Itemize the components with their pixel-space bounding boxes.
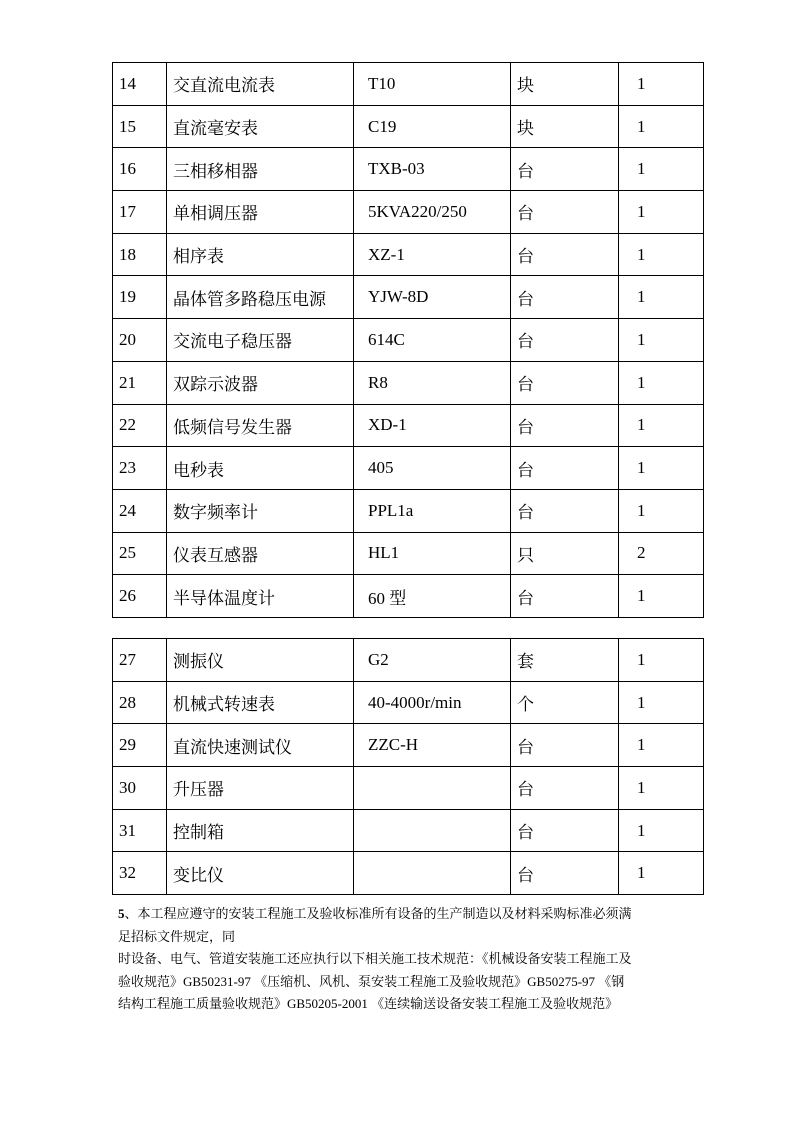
unit-cell: 个 bbox=[511, 681, 619, 724]
quantity-cell: 1 bbox=[619, 105, 704, 148]
unit-cell: 台 bbox=[511, 276, 619, 319]
quantity-cell: 1 bbox=[619, 404, 704, 447]
row-number-cell: 28 bbox=[113, 681, 167, 724]
model-cell: 614C bbox=[354, 319, 511, 362]
row-number-cell: 24 bbox=[113, 489, 167, 532]
quantity-cell: 2 bbox=[619, 532, 704, 575]
paragraph-line-1 bbox=[118, 903, 698, 926]
quantity-cell: 1 bbox=[619, 724, 704, 767]
quantity-cell: 1 bbox=[619, 767, 704, 810]
table-row bbox=[113, 681, 704, 724]
row-number-cell: 26 bbox=[113, 575, 167, 618]
model-cell bbox=[354, 852, 511, 895]
quantity-cell: 1 bbox=[619, 681, 704, 724]
equipment-name-cell: 数字频率计 bbox=[167, 489, 354, 532]
model-cell: 40-4000r/min bbox=[354, 681, 511, 724]
model-cell: 5KVA220/250 bbox=[354, 191, 511, 234]
quantity-cell: 1 bbox=[619, 63, 704, 106]
equipment-table-1 bbox=[112, 62, 704, 618]
equipment-name-cell: 半导体温度计 bbox=[167, 575, 354, 618]
quantity-cell: 1 bbox=[619, 489, 704, 532]
table-row bbox=[113, 191, 704, 234]
quantity-cell: 1 bbox=[619, 639, 704, 682]
equipment-name-cell: 直流毫安表 bbox=[167, 105, 354, 148]
unit-cell: 台 bbox=[511, 447, 619, 490]
quantity-cell: 1 bbox=[619, 319, 704, 362]
table-row bbox=[113, 105, 704, 148]
row-number-cell: 21 bbox=[113, 361, 167, 404]
table-row bbox=[113, 575, 704, 618]
table-row bbox=[113, 852, 704, 895]
quantity-cell: 1 bbox=[619, 809, 704, 852]
model-cell: ZZC-H bbox=[354, 724, 511, 767]
equipment-name-cell: 仪表互感器 bbox=[167, 532, 354, 575]
paragraph-line-2: 足招标文件规定，同 bbox=[118, 928, 236, 944]
row-number-cell: 31 bbox=[113, 809, 167, 852]
model-cell: XZ-1 bbox=[354, 233, 511, 276]
model-cell: 405 bbox=[354, 447, 511, 490]
row-number-cell: 16 bbox=[113, 148, 167, 191]
equipment-table-2 bbox=[112, 638, 704, 895]
model-cell bbox=[354, 809, 511, 852]
equipment-name-cell: 直流快速测试仪 bbox=[167, 724, 354, 767]
table-row bbox=[113, 233, 704, 276]
quantity-cell: 1 bbox=[619, 191, 704, 234]
table-row bbox=[113, 639, 704, 682]
row-number-cell: 22 bbox=[113, 404, 167, 447]
standards-paragraph bbox=[118, 903, 698, 1016]
equipment-name-cell: 交直流电流表 bbox=[167, 63, 354, 106]
unit-cell: 台 bbox=[511, 489, 619, 532]
table-row bbox=[113, 489, 704, 532]
unit-cell: 台 bbox=[511, 724, 619, 767]
quantity-cell: 1 bbox=[619, 276, 704, 319]
equipment-name-cell: 交流电子稳压器 bbox=[167, 319, 354, 362]
row-number-cell: 29 bbox=[113, 724, 167, 767]
quantity-cell: 1 bbox=[619, 447, 704, 490]
unit-cell: 块 bbox=[511, 105, 619, 148]
row-number-cell: 23 bbox=[113, 447, 167, 490]
row-number-cell: 27 bbox=[113, 639, 167, 682]
row-number-cell: 32 bbox=[113, 852, 167, 895]
unit-cell: 块 bbox=[511, 63, 619, 106]
model-cell: TXB-03 bbox=[354, 148, 511, 191]
unit-cell: 台 bbox=[511, 191, 619, 234]
model-cell bbox=[354, 767, 511, 810]
quantity-cell: 1 bbox=[619, 852, 704, 895]
quantity-cell: 1 bbox=[619, 575, 704, 618]
row-number-cell: 19 bbox=[113, 276, 167, 319]
unit-cell: 台 bbox=[511, 767, 619, 810]
model-cell: XD-1 bbox=[354, 404, 511, 447]
unit-cell: 台 bbox=[511, 361, 619, 404]
row-number-cell: 17 bbox=[113, 191, 167, 234]
model-cell: R8 bbox=[354, 361, 511, 404]
unit-cell: 台 bbox=[511, 233, 619, 276]
table-row bbox=[113, 404, 704, 447]
table-row bbox=[113, 276, 704, 319]
table-row bbox=[113, 361, 704, 404]
paragraph-line-5: 结构工程施工质量验收规范》GB50205-2001 《连续输送设备安装工程施工及验收规范》 bbox=[118, 996, 619, 1011]
equipment-name-cell: 相序表 bbox=[167, 233, 354, 276]
model-cell: HL1 bbox=[354, 532, 511, 575]
model-cell: C19 bbox=[354, 105, 511, 148]
unit-cell: 只 bbox=[511, 532, 619, 575]
equipment-name-cell: 升压器 bbox=[167, 767, 354, 810]
table-row bbox=[113, 319, 704, 362]
unit-cell: 台 bbox=[511, 809, 619, 852]
equipment-name-cell: 控制箱 bbox=[167, 809, 354, 852]
model-cell: YJW-8D bbox=[354, 276, 511, 319]
table-row bbox=[113, 532, 704, 575]
model-cell: 60 型 bbox=[354, 575, 511, 618]
table-row bbox=[113, 809, 704, 852]
table-row bbox=[113, 148, 704, 191]
quantity-cell: 1 bbox=[619, 233, 704, 276]
equipment-name-cell: 变比仪 bbox=[167, 852, 354, 895]
equipment-name-cell: 晶体管多路稳压电源 bbox=[167, 276, 354, 319]
quantity-cell: 1 bbox=[619, 361, 704, 404]
unit-cell: 台 bbox=[511, 148, 619, 191]
table-row bbox=[113, 724, 704, 767]
equipment-name-cell: 低频信号发生器 bbox=[167, 404, 354, 447]
equipment-name-cell: 单相调压器 bbox=[167, 191, 354, 234]
row-number-cell: 18 bbox=[113, 233, 167, 276]
model-cell: G2 bbox=[354, 639, 511, 682]
unit-cell: 套 bbox=[511, 639, 619, 682]
paragraph-text: 、本工程应遵守的安装工程施工及验收标准所有设备的生产制造以及材料采购标准必须满 bbox=[124, 906, 632, 921]
unit-cell: 台 bbox=[511, 575, 619, 618]
row-number-cell: 15 bbox=[113, 105, 167, 148]
row-number-cell: 30 bbox=[113, 767, 167, 810]
paragraph-line-4: 验收规范》GB50231-97 《压缩机、风机、泵安装工程施工及验收规范》GB50275-97 《钢 bbox=[118, 973, 625, 989]
equipment-name-cell: 三相移相器 bbox=[167, 148, 354, 191]
table-row bbox=[113, 767, 704, 810]
equipment-name-cell: 机械式转速表 bbox=[167, 681, 354, 724]
paragraph-number: 5 bbox=[118, 906, 125, 921]
table-row bbox=[113, 63, 704, 106]
table-row bbox=[113, 447, 704, 490]
paragraph-line-3: 时设备、电气、管道安装施工还应执行以下相关施工技术规范：《机械设备安装工程施工及 bbox=[118, 951, 632, 966]
row-number-cell: 14 bbox=[113, 63, 167, 106]
row-number-cell: 25 bbox=[113, 532, 167, 575]
unit-cell: 台 bbox=[511, 852, 619, 895]
equipment-name-cell: 测振仪 bbox=[167, 639, 354, 682]
equipment-name-cell: 双踪示波器 bbox=[167, 361, 354, 404]
equipment-name-cell: 电秒表 bbox=[167, 447, 354, 490]
unit-cell: 台 bbox=[511, 404, 619, 447]
row-number-cell: 20 bbox=[113, 319, 167, 362]
quantity-cell: 1 bbox=[619, 148, 704, 191]
model-cell: PPL1a bbox=[354, 489, 511, 532]
unit-cell: 台 bbox=[511, 319, 619, 362]
model-cell: T10 bbox=[354, 63, 511, 106]
